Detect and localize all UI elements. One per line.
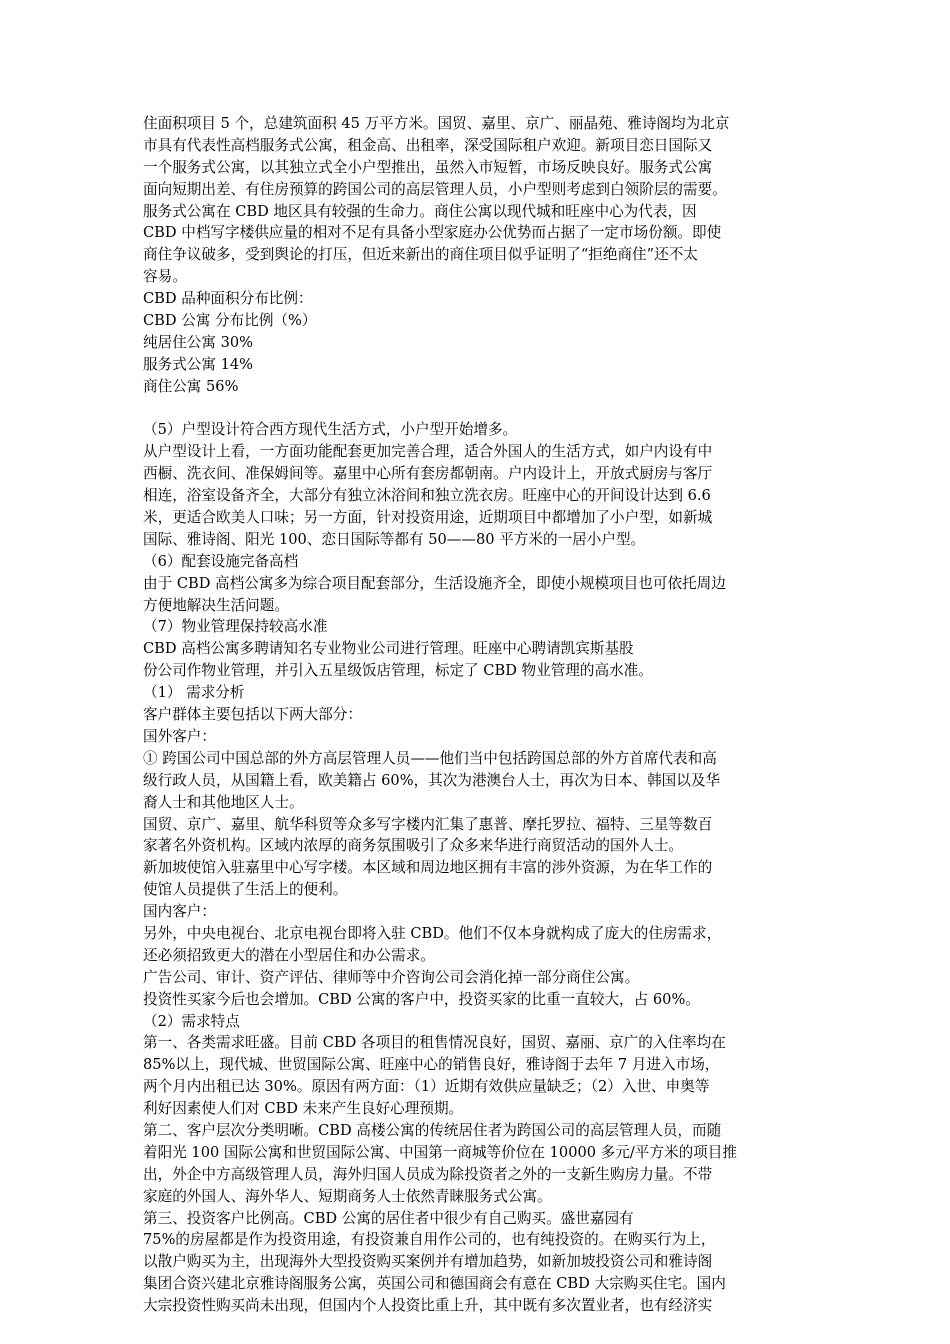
text-line: 级行政人员，从国籍上看，欧美籍占 60%，其次为港澳台人士，再次为日本、韩国以及华 bbox=[143, 771, 721, 789]
text-line: 出，外企中方高级管理人员，海外归国人员成为除投资者之外的一支新生购房力量。不带 bbox=[143, 1165, 713, 1183]
text-line: 服务式公寓 14% bbox=[143, 355, 254, 373]
text-line: 85%以上，现代城、世贸国际公寓、旺座中心的销售良好，雅诗阁于去年 7 月进入市场， bbox=[143, 1056, 720, 1074]
text-line: 米，更适合欧美人口味；另一方面，针对投资用途，近期项目中都增加了小户型，如新城 bbox=[143, 509, 713, 527]
text-line: CBD 高档公寓多聘请知名专业物业公司进行管理。旺座中心聘请凯宾斯基股 bbox=[143, 640, 634, 658]
text-line: 市具有代表性高档服务式公寓，租金高、出租率，深受国际租户欢迎。新项目恋日国际又 bbox=[143, 136, 713, 154]
text-line: 家庭的外国人、海外华人、短期商务人士依然青睐服务式公寓。 bbox=[143, 1187, 552, 1205]
text-line: 商住争议破多，受到舆论的打压，但近来新出的商住项目似乎证明了“拒绝商住”还不太 bbox=[143, 246, 698, 264]
text-line: CBD 公寓 分布比例（%） bbox=[143, 312, 317, 330]
text-line: 着阳光 100 国际公寓和世贸国际公寓、中国第一商城等价位在 10000 多元/平方米的项目推 bbox=[143, 1143, 737, 1161]
text-line: 第二、客户层次分类明晰。CBD 高楼公寓的传统居住者为跨国公司的高层管理人员，而随 bbox=[143, 1121, 722, 1139]
text-line: 由于 CBD 高档公寓多为综合项目配套部分，生活设施齐全，即使小规模项目也可依托周边 bbox=[143, 574, 726, 592]
text-line: 第三、投资客户比例高。CBD 公寓的居住者中很少有自己购买。盛世嘉园有 bbox=[143, 1209, 634, 1227]
text-line: （2）需求特点 bbox=[143, 1012, 240, 1030]
text-line: 国际、雅诗阁、阳光 100、恋日国际等都有 50——80 平方米的一居小户型。 bbox=[143, 530, 646, 548]
text-line: 商住公寓 56% bbox=[143, 377, 239, 395]
text-line: 服务式公寓在 CBD 地区具有较强的生命力。商住公寓以现代城和旺座中心为代表，因 bbox=[143, 202, 697, 220]
text-line: 集团合资兴建北京雅诗阁服务公寓，英国公司和德国商会有意在 CBD 大宗购买住宅。国内 bbox=[143, 1275, 726, 1293]
text-line: 容易。 bbox=[143, 268, 187, 286]
text-line: （6）配套设施完备高档 bbox=[143, 552, 299, 570]
text-line: 第一、各类需求旺盛。目前 CBD 各项目的租售情况良好，国贸、嘉丽、京广的入住率均在 bbox=[143, 1034, 726, 1052]
text-line: （1） 需求分析 bbox=[143, 684, 245, 702]
text-line: 投资性买家今后也会增加。CBD 公寓的客户中，投资买家的比重一直较大，占 60%。 bbox=[143, 990, 700, 1008]
text-line: 裔人士和其他地区人士。 bbox=[143, 793, 304, 811]
text-line: （5）户型设计符合西方现代生活方式，小户型开始增多。 bbox=[143, 421, 518, 439]
text-line: 国外客户： bbox=[143, 727, 216, 745]
text-line: CBD 中档写字楼供应量的相对不足有具备小型家庭办公优势而占据了一定市场份额。即使 bbox=[143, 224, 722, 242]
text-line: 大宗投资性购买尚未出现，但国内个人投资比重上升，其中既有多次置业者，也有经济实 bbox=[143, 1297, 713, 1315]
blank-line bbox=[143, 398, 823, 420]
text-line: 份公司作物业管理，并引入五星级饭店管理，标定了 CBD 物业管理的高水准。 bbox=[143, 662, 653, 680]
text-line: 国贸、京广、嘉里、航华科贸等众多写字楼内汇集了惠普、摩托罗拉、福特、三星等数百 bbox=[143, 815, 713, 833]
text-line: 新加坡使馆入驻嘉里中心写字楼。本区域和周边地区拥有丰富的涉外资源，为在华工作的 bbox=[143, 859, 713, 877]
text-line: 另外，中央电视台、北京电视台即将入驻 CBD。他们不仅本身就构成了庞大的住房需求， bbox=[143, 924, 722, 942]
text-line: 客户群体主要包括以下两大部分： bbox=[143, 706, 362, 724]
text-line: 利好因素使人们对 CBD 未来产生良好心理预期。 bbox=[143, 1100, 464, 1118]
text-line: 一个服务式公寓，以其独立式全小户型推出，虽然入市短暂，市场反映良好。服务式公寓 bbox=[143, 158, 713, 176]
text-line: 以散户购买为主，出现海外大型投资购买案例并有增加趋势，如新加坡投资公司和雅诗阁 bbox=[143, 1253, 713, 1271]
text-line: 相连，浴室设备齐全，大部分有独立沐浴间和独立洗衣房。旺座中心的开间设计达到 6.6 bbox=[143, 487, 711, 505]
text-line: 两个月内出租已达 30%。原因有两方面：（1）近期有效供应量缺乏；（2）入世、申奥等 bbox=[143, 1078, 710, 1096]
text-line: ① 跨国公司中国总部的外方高层管理人员——他们当中包括跨国总部的外方首席代表和高 bbox=[143, 749, 717, 767]
text-line: 住面积项目 5 个，总建筑面积 45 万平方米。国贸、嘉里、京广、丽晶苑、雅诗阁均为北京 bbox=[143, 115, 730, 132]
text-line: 方便地解决生活问题。 bbox=[143, 596, 289, 614]
document-page bbox=[143, 113, 823, 1317]
text-line: 家著名外资机构。区域内浓厚的商务氛围吸引了众多来华进行商贸活动的国外人士。 bbox=[143, 837, 683, 855]
text-line: CBD 品种面积分布比例： bbox=[143, 290, 313, 308]
text-line: 纯居住公寓 30% bbox=[143, 333, 254, 351]
text-line: （7）物业管理保持较高水准 bbox=[143, 618, 328, 636]
text-line: 使馆人员提供了生活上的便利。 bbox=[143, 881, 348, 899]
text-line: 国内客户： bbox=[143, 903, 216, 921]
text-line: 广告公司、审计、资产评估、律师等中介咨询公司会消化掉一部分商住公寓。 bbox=[143, 968, 640, 986]
text-line: 西橱、洗衣间、准保姆间等。嘉里中心所有套房都朝南。户内设计上，开放式厨房与客厅 bbox=[143, 465, 713, 483]
text-line: 75%的房屋都是作为投资用途，有投资兼自用作公司的，也有纯投资的。在购买行为上， bbox=[143, 1231, 716, 1249]
text-line: 面向短期出差、有住房预算的跨国公司的高层管理人员，小户型则考虑到白领阶层的需要。 bbox=[143, 180, 727, 198]
text-line: 从户型设计上看，一方面功能配套更加完善合理，适合外国人的生活方式，如户内设有中 bbox=[143, 443, 713, 461]
text-line: 还必须招致更大的潜在小型居住和办公需求。 bbox=[143, 946, 435, 964]
